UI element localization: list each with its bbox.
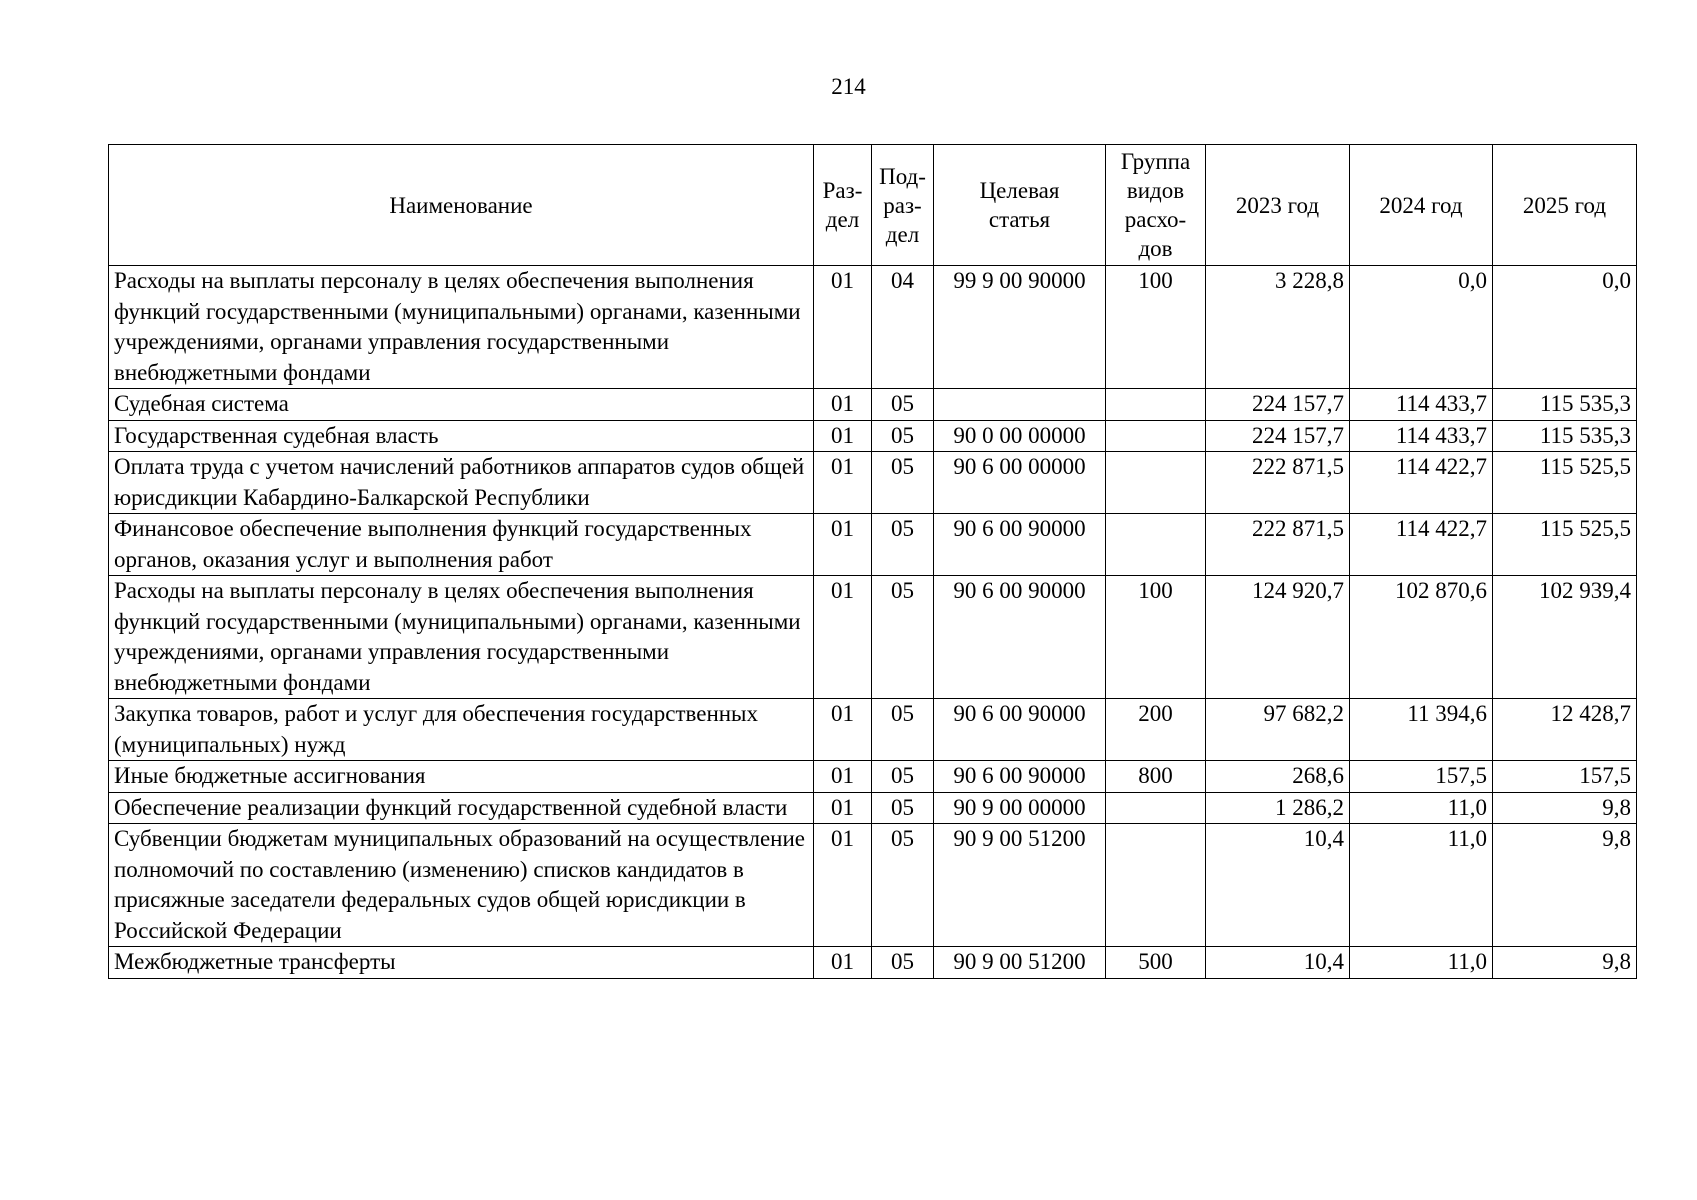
page-number: 214: [831, 74, 866, 99]
header-target-article: Целевая статья: [934, 145, 1106, 266]
cell-target-article: 99 9 00 90000: [934, 266, 1106, 389]
cell-2023: 10,4: [1206, 824, 1350, 947]
table-row: [109, 761, 1637, 793]
table-row: [109, 576, 1637, 699]
cell-2025: 115 535,3: [1493, 420, 1637, 452]
cell-podrazdel: 05: [872, 576, 934, 699]
cell-podrazdel: 05: [872, 389, 934, 421]
cell-target-article: 90 6 00 90000: [934, 514, 1106, 576]
cell-name: Государственная судебная власть: [109, 420, 814, 452]
cell-2025: 115 525,5: [1493, 514, 1637, 576]
cell-expense-group: [1106, 514, 1206, 576]
cell-podrazdel: 05: [872, 761, 934, 793]
budget-table: [108, 144, 1637, 979]
cell-2024: 114 433,7: [1350, 420, 1493, 452]
cell-2023: 224 157,7: [1206, 389, 1350, 421]
cell-razdel: 01: [814, 761, 872, 793]
cell-target-article: 90 9 00 00000: [934, 792, 1106, 824]
cell-expense-group: 200: [1106, 699, 1206, 761]
cell-2023: 97 682,2: [1206, 699, 1350, 761]
cell-2025: 0,0: [1493, 266, 1637, 389]
header-razdel: Раз- дел: [814, 145, 872, 266]
cell-2023: 10,4: [1206, 947, 1350, 979]
table-header-row: [109, 145, 1637, 266]
cell-razdel: 01: [814, 824, 872, 947]
cell-expense-group: 500: [1106, 947, 1206, 979]
cell-razdel: 01: [814, 947, 872, 979]
table-row: [109, 824, 1637, 947]
cell-2025: 12 428,7: [1493, 699, 1637, 761]
cell-2025: 102 939,4: [1493, 576, 1637, 699]
cell-razdel: 01: [814, 576, 872, 699]
table-row: [109, 699, 1637, 761]
cell-target-article: 90 6 00 90000: [934, 761, 1106, 793]
cell-2023: 222 871,5: [1206, 514, 1350, 576]
cell-expense-group: 100: [1106, 576, 1206, 699]
table-row: [109, 452, 1637, 514]
cell-name: Расходы на выплаты персоналу в целях обеспечения выполнения функций государственными (муниципальными) органами, казенными учреждениями, органами управления государственными внебюджетными фондами: [109, 576, 814, 699]
cell-2025: 9,8: [1493, 947, 1637, 979]
cell-2025: 115 525,5: [1493, 452, 1637, 514]
table-row: [109, 389, 1637, 421]
cell-podrazdel: 05: [872, 824, 934, 947]
cell-name: Закупка товаров, работ и услуг для обеспечения государственных (муниципальных) нужд: [109, 699, 814, 761]
cell-target-article: 90 0 00 00000: [934, 420, 1106, 452]
cell-podrazdel: 05: [872, 792, 934, 824]
table-row: [109, 266, 1637, 389]
cell-expense-group: [1106, 420, 1206, 452]
cell-name: Оплата труда с учетом начислений работников аппаратов судов общей юрисдикции Кабардино-Балкарской Республики: [109, 452, 814, 514]
cell-razdel: 01: [814, 420, 872, 452]
cell-2025: 115 535,3: [1493, 389, 1637, 421]
cell-2023: 268,6: [1206, 761, 1350, 793]
cell-2024: 157,5: [1350, 761, 1493, 793]
cell-podrazdel: 04: [872, 266, 934, 389]
table-row: [109, 947, 1637, 979]
cell-expense-group: [1106, 824, 1206, 947]
cell-podrazdel: 05: [872, 947, 934, 979]
cell-2023: 224 157,7: [1206, 420, 1350, 452]
cell-razdel: 01: [814, 389, 872, 421]
cell-expense-group: [1106, 452, 1206, 514]
header-name: Наименование: [109, 145, 814, 266]
cell-2023: 124 920,7: [1206, 576, 1350, 699]
cell-razdel: 01: [814, 266, 872, 389]
cell-podrazdel: 05: [872, 699, 934, 761]
table-row: [109, 514, 1637, 576]
cell-2024: 114 422,7: [1350, 514, 1493, 576]
cell-expense-group: 800: [1106, 761, 1206, 793]
cell-expense-group: [1106, 389, 1206, 421]
cell-podrazdel: 05: [872, 420, 934, 452]
cell-name: Финансовое обеспечение выполнения функций государственных органов, оказания услуг и выполнения работ: [109, 514, 814, 576]
header-2023: 2023 год: [1206, 145, 1350, 266]
cell-name: Обеспечение реализации функций государственной судебной власти: [109, 792, 814, 824]
cell-razdel: 01: [814, 452, 872, 514]
cell-name: Расходы на выплаты персоналу в целях обеспечения выполнения функций государственными (муниципальными) органами, казенными учреждениями, органами управления государственными внебюджетными фондами: [109, 266, 814, 389]
header-podrazdel: Под- раз- дел: [872, 145, 934, 266]
table-row: [109, 420, 1637, 452]
cell-name: Иные бюджетные ассигнования: [109, 761, 814, 793]
cell-expense-group: [1106, 792, 1206, 824]
cell-name: Субвенции бюджетам муниципальных образований на осуществление полномочий по составлению (изменению) списков кандидатов в присяжные заседатели федеральных судов общей юрисдикции в Российской Федерации: [109, 824, 814, 947]
cell-name: Межбюджетные трансферты: [109, 947, 814, 979]
cell-razdel: 01: [814, 699, 872, 761]
cell-2025: 9,8: [1493, 824, 1637, 947]
cell-target-article: 90 6 00 90000: [934, 576, 1106, 699]
cell-2024: 11,0: [1350, 947, 1493, 979]
header-expense-group: Группа видов расхо- дов: [1106, 145, 1206, 266]
cell-target-article: 90 9 00 51200: [934, 947, 1106, 979]
cell-podrazdel: 05: [872, 514, 934, 576]
cell-2024: 11,0: [1350, 824, 1493, 947]
cell-2024: 114 422,7: [1350, 452, 1493, 514]
cell-expense-group: 100: [1106, 266, 1206, 389]
cell-razdel: 01: [814, 514, 872, 576]
cell-podrazdel: 05: [872, 452, 934, 514]
header-2024: 2024 год: [1350, 145, 1493, 266]
table-body: [109, 266, 1637, 979]
cell-2025: 9,8: [1493, 792, 1637, 824]
cell-2023: 222 871,5: [1206, 452, 1350, 514]
cell-target-article: 90 9 00 51200: [934, 824, 1106, 947]
cell-2024: 114 433,7: [1350, 389, 1493, 421]
cell-target-article: [934, 389, 1106, 421]
cell-2025: 157,5: [1493, 761, 1637, 793]
table-row: [109, 792, 1637, 824]
cell-name: Судебная система: [109, 389, 814, 421]
cell-2023: 3 228,8: [1206, 266, 1350, 389]
cell-razdel: 01: [814, 792, 872, 824]
cell-2024: 11,0: [1350, 792, 1493, 824]
cell-target-article: 90 6 00 00000: [934, 452, 1106, 514]
cell-2024: 11 394,6: [1350, 699, 1493, 761]
cell-2024: 102 870,6: [1350, 576, 1493, 699]
header-2025: 2025 год: [1493, 145, 1637, 266]
cell-2024: 0,0: [1350, 266, 1493, 389]
cell-2023: 1 286,2: [1206, 792, 1350, 824]
cell-target-article: 90 6 00 90000: [934, 699, 1106, 761]
